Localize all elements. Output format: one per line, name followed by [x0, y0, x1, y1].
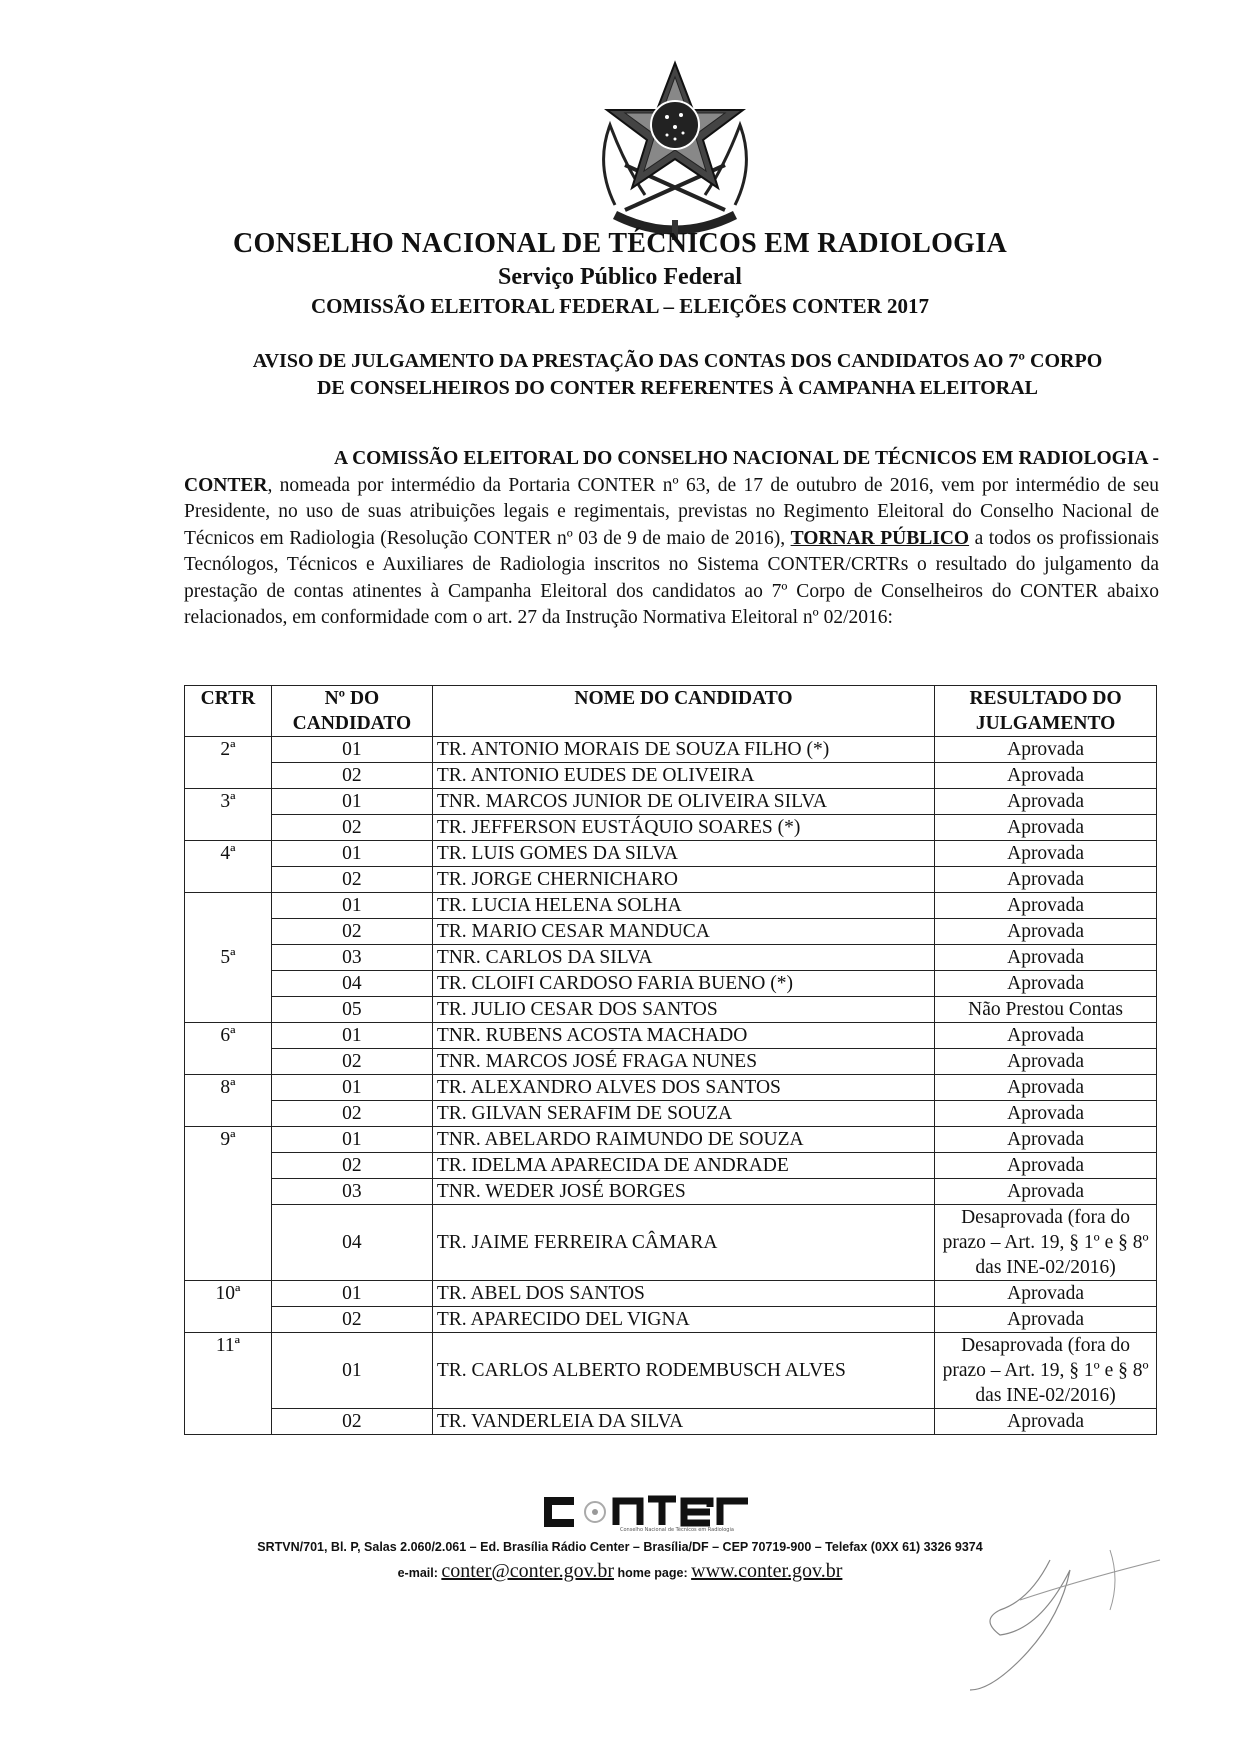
judgment-result-cell: Desaprovada (fora do prazo – Art. 19, § 1º e § 8º das INE-02/2016) — [935, 1205, 1157, 1281]
candidate-name-cell: TNR. CARLOS DA SILVA — [432, 945, 934, 971]
table-row — [185, 1127, 1157, 1153]
crtr-cell: 2ª — [185, 737, 272, 789]
results-table — [184, 685, 1157, 1435]
candidate-number-cell: 01 — [271, 1281, 432, 1307]
candidate-number-cell: 02 — [271, 1409, 432, 1435]
judgment-result-cell: Aprovada — [935, 1281, 1157, 1307]
table-row — [185, 997, 1157, 1023]
table-row — [185, 789, 1157, 815]
header-candidate-number: Nº DO CANDIDATO — [271, 686, 432, 737]
candidate-number-cell: 01 — [271, 841, 432, 867]
table-row — [185, 1409, 1157, 1435]
candidate-name-cell: TNR. MARCOS JOSÉ FRAGA NUNES — [432, 1049, 934, 1075]
table-row — [185, 1307, 1157, 1333]
judgment-result-cell: Desaprovada (fora do prazo – Art. 19, § 1º e § 8º das INE-02/2016) — [935, 1333, 1157, 1409]
crtr-cell: 9ª — [185, 1127, 272, 1281]
table-row — [185, 867, 1157, 893]
table-row — [185, 1075, 1157, 1101]
judgment-result-cell: Aprovada — [935, 867, 1157, 893]
candidate-number-cell: 02 — [271, 815, 432, 841]
judgment-result-cell: Aprovada — [935, 1409, 1157, 1435]
judgment-result-cell: Aprovada — [935, 1049, 1157, 1075]
email-link[interactable]: conter@conter.gov.br — [441, 1560, 614, 1582]
candidate-name-cell: TR. GILVAN SERAFIM DE SOUZA — [432, 1101, 934, 1127]
judgment-result-cell: Aprovada — [935, 1307, 1157, 1333]
judgment-result-cell: Aprovada — [935, 841, 1157, 867]
intro-text-part-2: a todos os profissionais Tecnólogos, Técnicos e Auxiliares de Radiologia inscritos no Sistema CONTER/CRTRs o resultado do julgamento da prestação de contas atinentes à Campanha Eleitoral dos candidatos ao 7º Corpo de Conselheiros do CONTER abaixo relacionados, em conformidade com o art. 27 da Instrução Normativa Eleitoral nº 02/2016: — [184, 527, 1159, 628]
crtr-cell: 5ª — [185, 893, 272, 1023]
candidate-name-cell: TR. VANDERLEIA DA SILVA — [432, 1409, 934, 1435]
judgment-result-cell: Aprovada — [935, 789, 1157, 815]
table-row — [185, 1333, 1157, 1409]
table-header-row — [185, 686, 1157, 737]
judgment-result-cell: Aprovada — [935, 815, 1157, 841]
header-candidate-name: NOME DO CANDIDATO — [432, 686, 934, 737]
table-row — [185, 1101, 1157, 1127]
judgment-result-cell: Não Prestou Contas — [935, 997, 1157, 1023]
footer-address: SRTVN/701, Bl. P, Salas 2.060/2.061 – Ed. Brasília Rádio Center – Brasília/DF – CEP 70719-900 – Telefax (0XX 61) 3326 9374 — [257, 1540, 983, 1554]
crtr-cell: 3ª — [185, 789, 272, 841]
table-row — [185, 971, 1157, 997]
candidate-number-cell: 01 — [271, 1023, 432, 1049]
notice-title-line-1: AVISO DE JULGAMENTO DA PRESTAÇÃO DAS CONTAS DOS CANDIDATOS AO 7º CORPO — [252, 350, 1103, 372]
table-row — [185, 919, 1157, 945]
candidate-name-cell: TR. LUIS GOMES DA SILVA — [432, 841, 934, 867]
candidate-name-cell: TR. MARIO CESAR MANDUCA — [432, 919, 934, 945]
candidate-number-cell: 04 — [271, 1205, 432, 1281]
judgment-result-cell: Aprovada — [935, 1023, 1157, 1049]
judgment-result-cell: Aprovada — [935, 919, 1157, 945]
crtr-cell: 8ª — [185, 1075, 272, 1127]
table-row — [185, 1205, 1157, 1281]
candidate-number-cell: 01 — [271, 737, 432, 763]
table-row — [185, 1281, 1157, 1307]
email-label: e-mail: — [397, 1566, 438, 1580]
table-row — [185, 1049, 1157, 1075]
brazil-coat-of-arms-emblem — [575, 55, 775, 245]
candidate-number-cell: 02 — [271, 919, 432, 945]
judgment-result-cell: Aprovada — [935, 1101, 1157, 1127]
judgment-result-cell: Aprovada — [935, 1153, 1157, 1179]
logo-tagline: Conselho Nacional de Técnicos em Radiologia — [620, 1527, 734, 1533]
judgment-result-cell: Aprovada — [935, 1075, 1157, 1101]
table-row — [185, 1023, 1157, 1049]
candidate-name-cell: TNR. MARCOS JUNIOR DE OLIVEIRA SILVA — [432, 789, 934, 815]
organization-title: CONSELHO NACIONAL DE TÉCNICOS EM RADIOLOGIA — [233, 228, 1007, 259]
table-row — [185, 763, 1157, 789]
candidate-name-cell: TNR. ABELARDO RAIMUNDO DE SOUZA — [432, 1127, 934, 1153]
judgment-result-cell: Aprovada — [935, 945, 1157, 971]
crtr-cell: 4ª — [185, 841, 272, 893]
candidate-name-cell: TNR. WEDER JOSÉ BORGES — [432, 1179, 934, 1205]
judgment-result-cell: Aprovada — [935, 1127, 1157, 1153]
service-subtitle: Serviço Público Federal — [498, 264, 742, 290]
homepage-link[interactable]: www.conter.gov.br — [691, 1560, 843, 1582]
candidate-name-cell: TR. ANTONIO EUDES DE OLIVEIRA — [432, 763, 934, 789]
candidate-number-cell: 05 — [271, 997, 432, 1023]
judgment-result-cell: Aprovada — [935, 893, 1157, 919]
candidate-number-cell: 02 — [271, 763, 432, 789]
candidate-number-cell: 01 — [271, 1075, 432, 1101]
table-row — [185, 737, 1157, 763]
crtr-cell: 10ª — [185, 1281, 272, 1333]
candidate-name-cell: TR. APARECIDO DEL VIGNA — [432, 1307, 934, 1333]
candidate-name-cell: TR. ANTONIO MORAIS DE SOUZA FILHO (*) — [432, 737, 934, 763]
header-crtr: CRTR — [185, 686, 272, 737]
candidate-number-cell: 03 — [271, 1179, 432, 1205]
table-row — [185, 1179, 1157, 1205]
candidate-name-cell: TR. CARLOS ALBERTO RODEMBUSCH ALVES — [432, 1333, 934, 1409]
candidate-number-cell: 02 — [271, 1049, 432, 1075]
candidate-name-cell: TR. IDELMA APARECIDA DE ANDRADE — [432, 1153, 934, 1179]
candidate-number-cell: 03 — [271, 945, 432, 971]
table-row — [185, 1153, 1157, 1179]
conter-logo — [540, 1485, 760, 1535]
candidate-number-cell: 01 — [271, 1127, 432, 1153]
judgment-result-cell: Aprovada — [935, 1179, 1157, 1205]
notice-title-line-2: DE CONSELHEIROS DO CONTER REFERENTES À CAMPANHA ELEITORAL — [316, 377, 1039, 399]
candidate-number-cell: 02 — [271, 1153, 432, 1179]
candidate-name-cell: TR. JEFFERSON EUSTÁQUIO SOARES (*) — [432, 815, 934, 841]
table-row — [185, 841, 1157, 867]
candidate-number-cell: 02 — [271, 1307, 432, 1333]
candidate-name-cell: TR. JORGE CHERNICHARO — [432, 867, 934, 893]
candidate-number-cell: 02 — [271, 1101, 432, 1127]
candidate-name-cell: TNR. RUBENS ACOSTA MACHADO — [432, 1023, 934, 1049]
candidate-name-cell: TR. LUCIA HELENA SOLHA — [432, 893, 934, 919]
handwritten-signature — [960, 1540, 1190, 1700]
judgment-result-cell: Aprovada — [935, 971, 1157, 997]
intro-text-part-1: , nomeada por intermédio da Portaria CONTER nº 63, de 17 de outubro de 2016, vem por intermédio de seu Presidente, no uso de suas atribuições legais e regimentais, previstas no Regimento Eleitoral do Conselho Nacional de Técnicos em Radiologia (Resolução CONTER nº 03 de 9 de maio de 2016), — [184, 474, 1159, 549]
judgment-result-cell: Aprovada — [935, 763, 1157, 789]
table-row — [185, 893, 1157, 919]
candidate-name-cell: TR. CLOIFI CARDOSO FARIA BUENO (*) — [432, 971, 934, 997]
commission-subtitle: COMISSÃO ELEITORAL FEDERAL – ELEIÇÕES CONTER 2017 — [310, 294, 930, 318]
candidate-name-cell: TR. ALEXANDRO ALVES DOS SANTOS — [432, 1075, 934, 1101]
results-table-body — [185, 737, 1157, 1435]
candidate-name-cell: TR. JAIME FERREIRA CÂMARA — [432, 1205, 934, 1281]
table-row — [185, 945, 1157, 971]
intro-bold-lead: A COMISSÃO ELEITORAL DO CONSELHO NACIONAL DE TÉCNICOS EM RADIOLOGIA - CONTER — [184, 448, 1159, 496]
candidate-number-cell: 01 — [271, 893, 432, 919]
intro-underlined-text: TORNAR PÚBLICO — [790, 527, 970, 549]
judgment-result-cell: Aprovada — [935, 737, 1157, 763]
intro-paragraph — [184, 446, 1159, 632]
candidate-number-cell: 04 — [271, 971, 432, 997]
candidate-name-cell: TR. JULIO CESAR DOS SANTOS — [432, 997, 934, 1023]
table-row — [185, 815, 1157, 841]
header-judgment-result: RESULTADO DO JULGAMENTO — [935, 686, 1157, 737]
crtr-cell: 11ª — [185, 1333, 272, 1435]
candidate-number-cell: 01 — [271, 1333, 432, 1409]
candidate-name-cell: TR. ABEL DOS SANTOS — [432, 1281, 934, 1307]
candidate-number-cell: 02 — [271, 867, 432, 893]
homepage-label: home page: — [617, 1566, 688, 1580]
candidate-number-cell: 01 — [271, 789, 432, 815]
crtr-cell: 6ª — [185, 1023, 272, 1075]
